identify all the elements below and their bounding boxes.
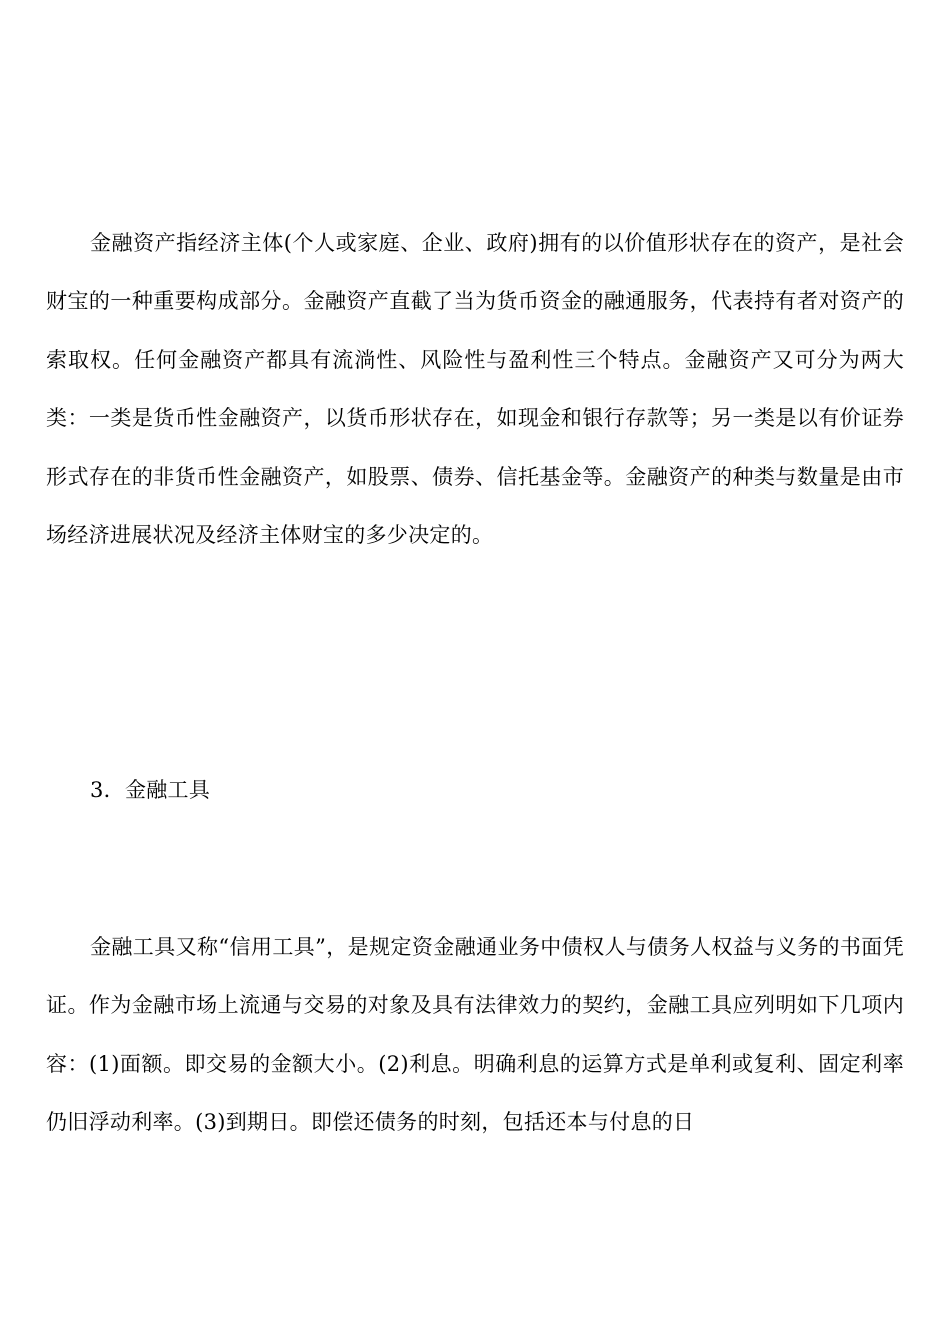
section-heading-financial-instruments: 3．金融工具 [90, 778, 211, 802]
paragraph-financial-assets: 金融资产指经济主体(个人或家庭、企业、政府)拥有的以价值形状存在的资产，是社会财宝的一种重要构成部分。金融资产直截了当为货币资金的融通服务，代表持有者对资产的索取权。任何金融资产都具有流淌性、风险性与盈利性三个特点。金融资产又可分为两大类：一类是货币性金融资产，以货币形状存在，如现金和银行存款等；另一类是以有价证券形式存在的非货币性金融资产，如股票、债券、信托基金等。金融资产的种类与数量是由市场经济进展状况及经济主体财宝的多少决定的。 [46, 231, 904, 548]
paragraph-financial-instruments: 金融工具又称“信用工具”，是规定资金融通业务中债权人与债务人权益与义务的书面凭证。作为金融市场上流通与交易的对象及具有法律效力的契约，金融工具应列明如下几项内容：(1)面额。即交易的金额大小。(2)利息。明确利息的运算方式是单利或复利、固定利率仍旧浮动利率。(3)到期日。即偿还债务的时刻，包括还本与付息的日 [46, 935, 904, 1135]
